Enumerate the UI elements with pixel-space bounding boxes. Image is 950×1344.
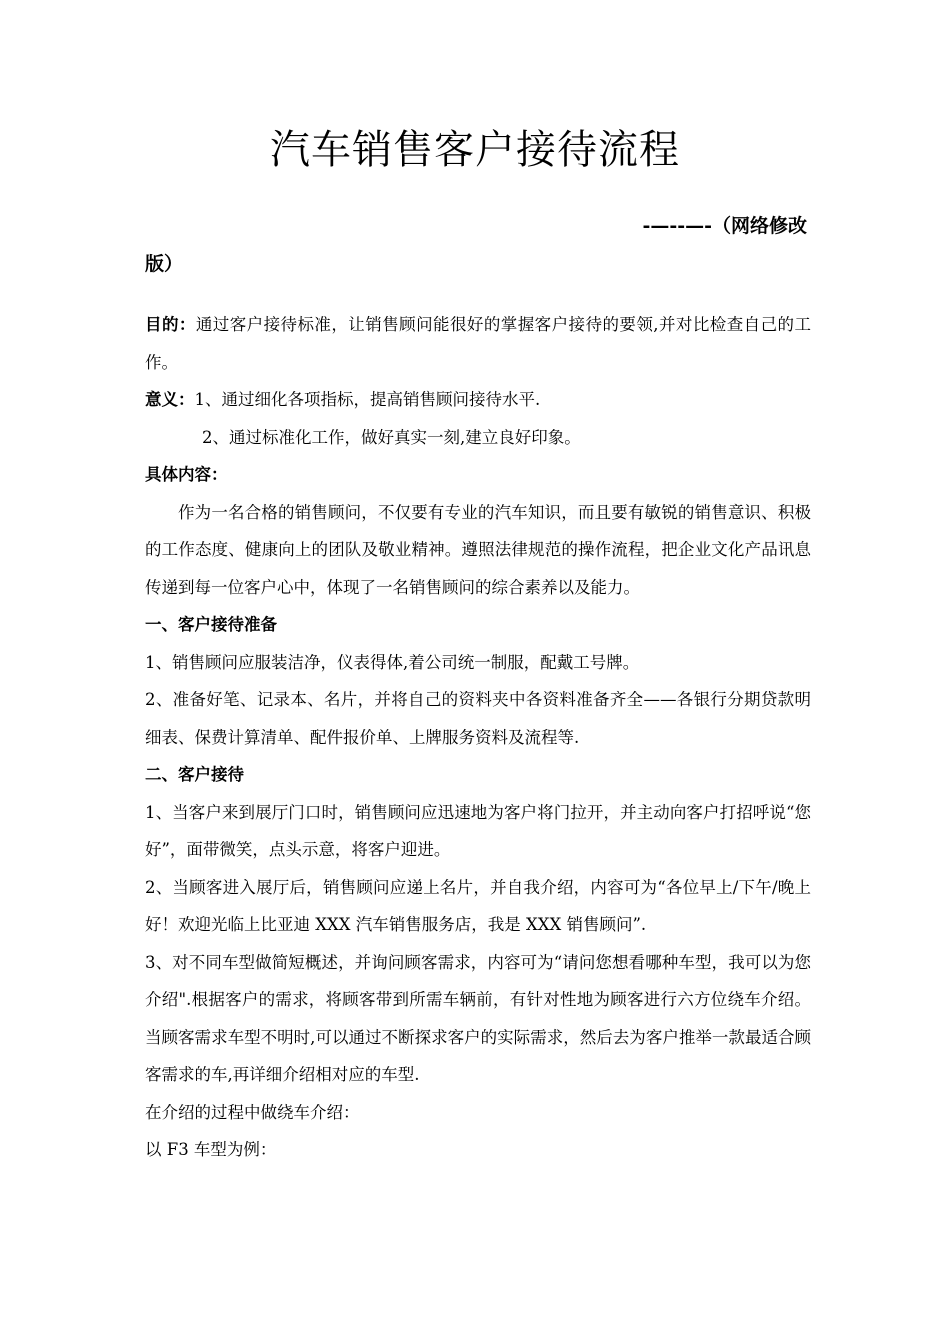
section-1-item-2: 2、准备好笔、记录本、名片，并将自己的资料夹中各资料准备齐全——各银行分期贷款明细表、保费计算清单、配件报价单、上牌服务资料及流程等. [145,690,811,747]
purpose-paragraph [145,306,811,381]
subtitle-line-2: 版） [145,253,184,275]
meaning-item-1: 1、通过细化各项指标，提高销售顾问接待水平. [194,390,541,409]
section-1-heading: 一、客户接待准备 [145,615,277,634]
section-2-item-1: 1、当客户来到展厅门口时，销售顾问应迅速地为客户将门拉开，并主动向客户打招呼说“您好”，面带微笑，点头示意，将客户迎进。 [145,802,811,859]
document-title: 汽车销售客户接待流程 [270,127,680,173]
meaning-paragraph [145,381,811,419]
example-line: 以 F3 车型为例： [145,1140,277,1159]
section-2-item-3: 3、对不同车型做简短概述，并询问顾客需求，内容可为“请问您想看哪种车型，我可以为您介绍".根据客户的需求，将顾客带到所需车辆前，有针对性地为顾客进行六方位绕车介绍。当顾客需求车型不明时,可以通过不断探求客户的实际需求，然后去为客户推举一款最适合顾客需求的车,再详细介绍相对应的车型. [145,952,811,1084]
content-heading: 具体内容： [145,465,228,484]
document-body [145,306,811,1169]
purpose-text: 通过客户接待标准，让销售顾问能很好的掌握客户接待的要领,并对比检查自己的工作。 [145,315,811,372]
document-subtitle [145,207,807,283]
meaning-item-2: 2、通过标准化工作，做好真实一刻,建立良好印象。 [202,427,581,447]
subtitle-line-1: -—--—-（网络修改 [642,215,807,237]
meaning-label: 意义： [145,390,195,409]
section-1-item-1: 1、销售顾问应服装洁净，仪表得体,着公司统一制服，配戴工号牌。 [145,652,640,672]
purpose-label: 目的： [145,315,196,334]
content-paragraph: 作为一名合格的销售顾问，不仅要有专业的汽车知识，而且要有敏锐的销售意识、积极的工作态度、健康向上的团队及敬业精神。遵照法律规范的操作流程，把企业文化产品讯息传递到每一位客户心中，体现了一名销售顾问的综合素养以及能力。 [145,502,811,597]
section-2-heading: 二、客户接待 [145,765,244,784]
section-2-item-2: 2、当顾客进入展厅后，销售顾问应递上名片，并自我介绍，内容可为“各位早上/下午/晚上好！欢迎光临上比亚迪 XXX 汽车销售服务店，我是 XXX 销售顾问”. [145,877,811,934]
intro-line: 在介绍的过程中做绕车介绍： [145,1102,360,1122]
